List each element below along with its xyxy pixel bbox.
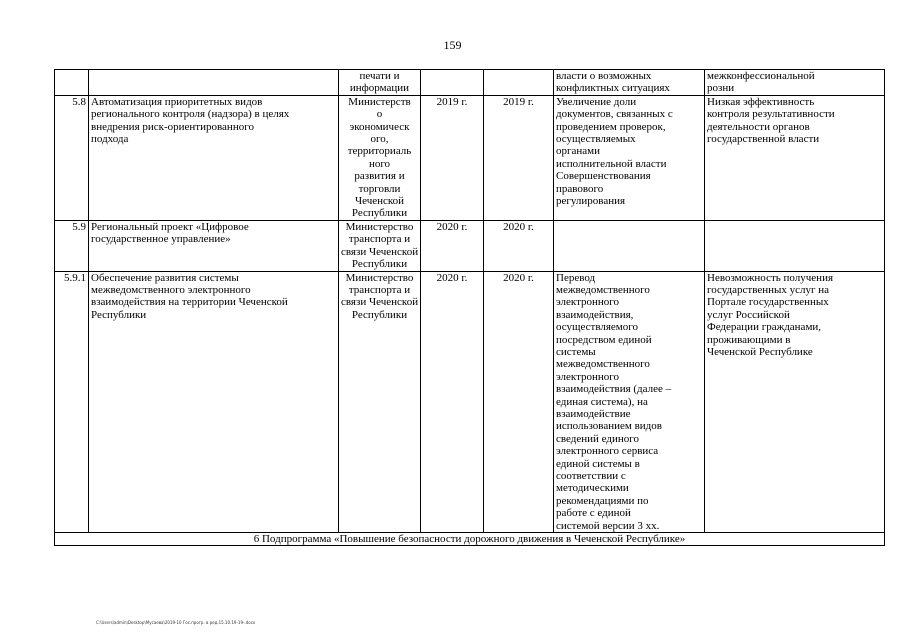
cell-line: электронного xyxy=(556,370,620,383)
cell-line: услуг Российской xyxy=(707,308,790,321)
cell-end-year xyxy=(484,70,554,96)
cell-expected-result xyxy=(554,220,705,271)
cell-expected-result xyxy=(554,95,705,220)
cell-line: Федерации гражданами, xyxy=(707,321,822,334)
cell-line: Обеспечение развития системы xyxy=(91,271,239,284)
cell-line: системой версии 3 хх. xyxy=(556,519,660,532)
cell-line: Низкая эффективность xyxy=(707,95,815,108)
cell-line: методическими xyxy=(556,482,629,495)
cell-line: документов, связанных с xyxy=(556,108,673,121)
cell-consequence xyxy=(705,220,885,271)
cell-expected-result xyxy=(554,70,705,96)
cell-number xyxy=(55,70,89,96)
cell-line: регулирования xyxy=(556,195,626,208)
cell-executor xyxy=(339,70,421,96)
cell-line: государственное управление» xyxy=(91,233,231,246)
cell-line: соответствии с xyxy=(556,470,626,482)
cell-line: торговли xyxy=(358,182,401,195)
cell-line: Республики xyxy=(351,308,408,321)
cell-line: Невозможность получения xyxy=(707,271,834,284)
cell-line: посредством единой xyxy=(556,333,652,346)
cell-expected-result xyxy=(554,271,705,533)
cell-line: электронного xyxy=(556,296,620,309)
cell-line: Чеченской xyxy=(354,195,405,208)
cell-line: контроля результативности xyxy=(707,108,835,121)
cell-line: розни xyxy=(707,82,735,95)
cell-line: конфликтных ситуациях xyxy=(556,82,670,95)
cell-consequence xyxy=(705,271,885,533)
cell-line: Республики xyxy=(351,258,408,271)
cell-line: печати и xyxy=(359,70,400,82)
cell-number: 5.9 xyxy=(55,220,89,271)
cell-start-year: 2019 г. xyxy=(421,95,484,220)
cell-line: Совершенствования xyxy=(556,170,651,183)
cell-line: правового xyxy=(556,182,604,195)
cell-line: Республики xyxy=(351,207,408,220)
cell-executor xyxy=(339,271,421,533)
cell-line: информации xyxy=(349,82,410,95)
cell-executor xyxy=(339,220,421,271)
cell-start-year: 2020 г. xyxy=(421,271,484,533)
cell-line: государственных услуг на xyxy=(707,283,830,296)
cell-line: взаимодействия (далее – xyxy=(556,383,672,396)
cell-line: проживающими в xyxy=(707,333,791,346)
cell-line: связи Чеченской xyxy=(341,245,419,258)
cell-line: взаимодействие xyxy=(556,407,631,420)
cell-line: деятельности органов xyxy=(707,120,810,133)
cell-line: Министерство xyxy=(345,220,414,233)
cell-line: Министерств xyxy=(348,95,411,108)
cell-line: экономическ xyxy=(349,120,410,133)
cell-line: органами xyxy=(556,145,601,158)
cell-line: межведомственного xyxy=(556,283,650,296)
table-row xyxy=(55,70,885,96)
cell-number: 5.9.1 xyxy=(55,271,89,533)
cell-line: системы xyxy=(556,345,596,358)
cell-end-year: 2020 г. xyxy=(484,220,554,271)
program-table xyxy=(54,69,885,546)
cell-line: рекомендациями по xyxy=(556,494,649,507)
cell-line: связи Чеченской xyxy=(341,296,419,309)
cell-line: Чеченской Республике xyxy=(707,345,813,358)
cell-line: ного xyxy=(368,157,391,170)
cell-line: работе с единой xyxy=(556,507,631,520)
subprogram-title: 6 Подпрограмма «Повышение безопасности дорожного движения в Чеченской Республике» xyxy=(55,533,885,546)
cell-line: власти о возможных xyxy=(556,70,652,82)
cell-end-year: 2020 г. xyxy=(484,271,554,533)
cell-measure-name xyxy=(89,220,339,271)
cell-consequence xyxy=(705,70,885,96)
cell-line: подхода xyxy=(91,133,129,146)
cell-line: Региональный проект «Цифровое xyxy=(91,220,249,233)
cell-line: ого, xyxy=(370,133,389,146)
cell-start-year: 2020 г. xyxy=(421,220,484,271)
cell-line: Перевод xyxy=(556,271,596,284)
page-number: 159 xyxy=(443,38,462,52)
cell-end-year: 2019 г. xyxy=(484,95,554,220)
cell-line: внедрения риск-ориентированного xyxy=(91,120,254,133)
cell-line: использованием видов xyxy=(556,420,662,433)
cell-line: осуществляемого xyxy=(556,321,639,334)
cell-line: транспорта и xyxy=(348,283,411,296)
cell-line: Портале государственных xyxy=(707,296,829,309)
cell-line: межведомственного xyxy=(556,358,650,371)
cell-line: электронного сервиса xyxy=(556,445,659,458)
cell-number: 5.8 xyxy=(55,95,89,220)
cell-line: о xyxy=(376,108,383,121)
cell-line: взаимодействия на территории Чеченской xyxy=(91,296,288,309)
cell-line: Увеличение доли xyxy=(556,95,637,108)
cell-line: осуществляемых xyxy=(556,133,636,146)
cell-line: межконфессиональной xyxy=(707,70,815,82)
cell-line: Министерство xyxy=(345,271,414,284)
cell-line: взаимодействия, xyxy=(556,308,634,321)
footer-file-path: C:\Users\admin\Desktop\Мусаева\2019-10 Гос.прогр. в ред.15.10.19-19-.docx xyxy=(96,620,256,625)
cell-executor xyxy=(339,95,421,220)
cell-consequence xyxy=(705,95,885,220)
cell-line: проведением проверок, xyxy=(556,120,666,133)
cell-line: развития и xyxy=(354,170,405,183)
cell-line: единая система), на xyxy=(556,395,648,408)
table-row xyxy=(55,95,885,220)
cell-line: единой системы в xyxy=(556,457,640,470)
cell-measure-name xyxy=(89,271,339,533)
table-row xyxy=(55,271,885,533)
cell-line: территориаль xyxy=(347,145,412,158)
cell-line: межведомственного электронного xyxy=(91,283,251,296)
cell-start-year xyxy=(421,70,484,96)
cell-measure-name xyxy=(89,95,339,220)
cell-line: исполнительной власти xyxy=(556,157,667,170)
cell-line: сведений единого xyxy=(556,432,639,445)
cell-line: Автоматизация приоритетных видов xyxy=(91,95,263,108)
cell-line: транспорта и xyxy=(348,233,411,246)
cell-measure-name xyxy=(89,70,339,96)
section-row xyxy=(55,533,885,546)
table-row xyxy=(55,220,885,271)
cell-line: Республики xyxy=(91,308,147,321)
cell-line: регионального контроля (надзора) в целях xyxy=(91,108,290,121)
cell-line: государственной власти xyxy=(707,133,820,146)
